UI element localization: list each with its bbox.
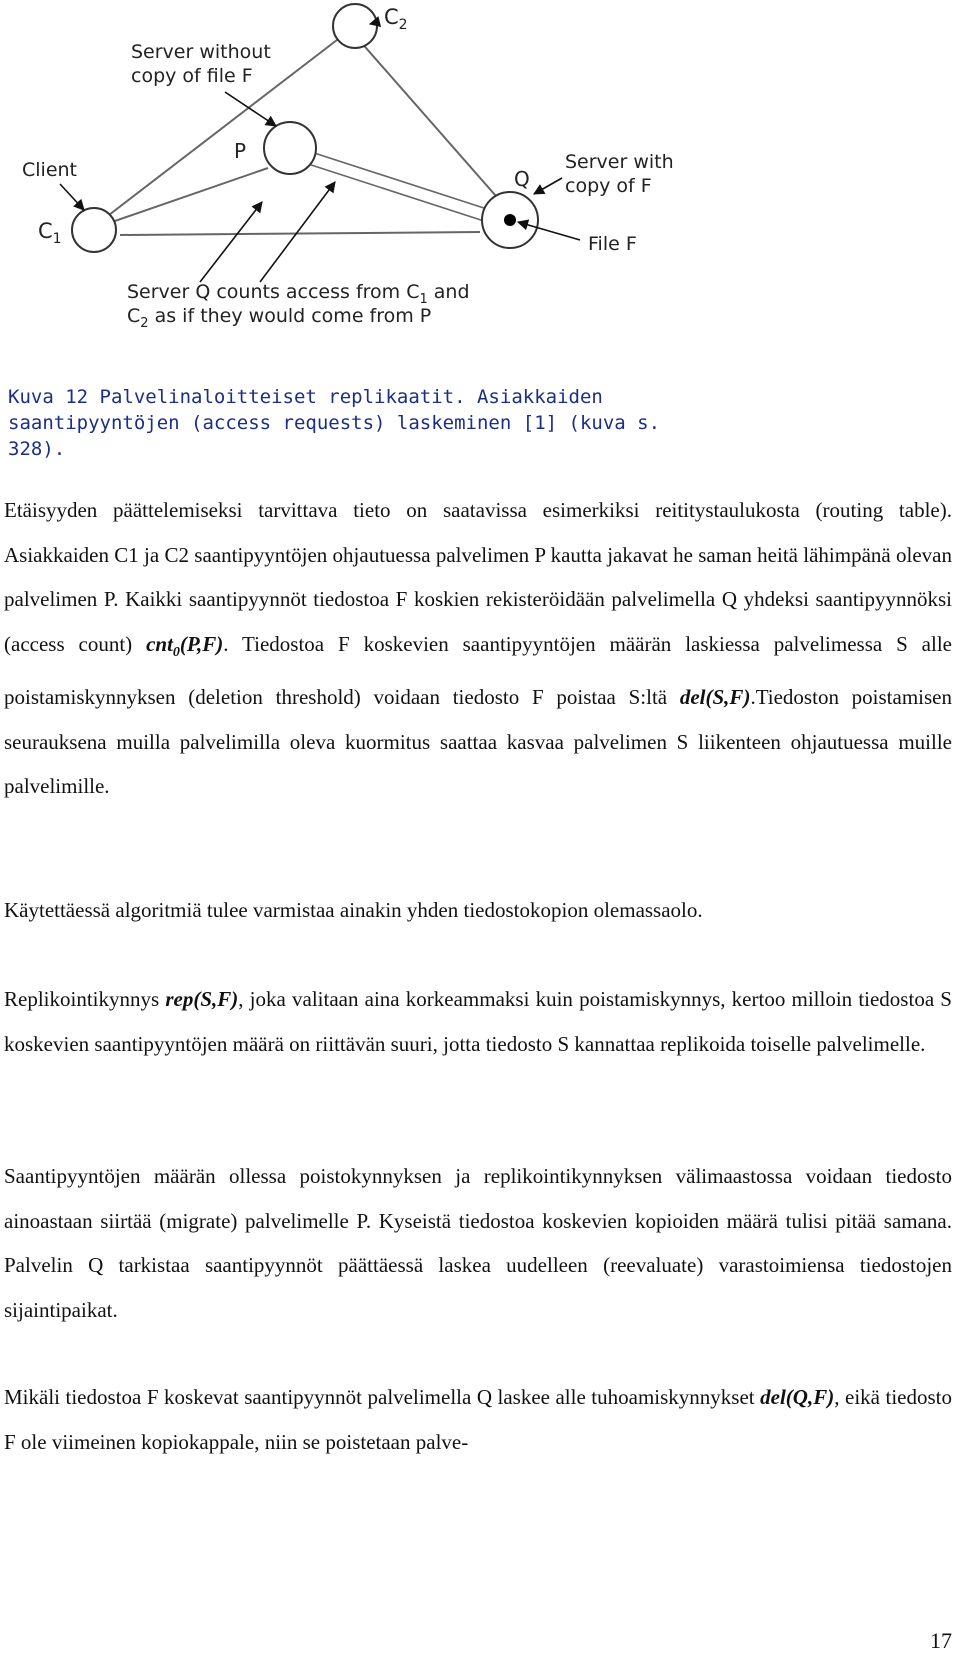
- node-c2: [333, 4, 377, 48]
- del-qf-term: del(Q,F): [760, 1385, 835, 1409]
- paragraph-1-text-a: Etäisyyden päättelemiseksi tarvittava tieto on saatavissa esimerkiksi reititystaulukosta (routing table). Asiakkaiden C1 ja C2 saantipyyntöjen ohjautuessa palvelimen P kautta jakavat he saman heitä lähimpänä olevan palvelimen P. Kaikki saantipyynnöt tiedostoa F koskien rekisteröidään palvelimella Q yhdeksi saantipyynnöksi (access count): [4, 498, 952, 656]
- line-c1-q-bottom: [120, 232, 480, 235]
- paragraph-5-text-a: Mikäli tiedostoa F koskevat saantipyynnöt palvelimella Q laskee alle tuhoamiskynnykset: [4, 1385, 761, 1409]
- arrow-to-q: [534, 178, 562, 194]
- label-note-1: Server Q counts access from $C_1$ and: [127, 281, 470, 307]
- arrow-note-1: [200, 202, 262, 282]
- paragraph-3-text-b: , joka valitaan aina korkeammaksi kuin poistamiskynnys, kertoo milloin tiedostoa S koskevien saantipyyntöjen määrä on riittävän suuri, jotta tiedosto S kannattaa replikoida toiselle palvelimelle.: [4, 987, 952, 1056]
- paragraph-3: [4, 977, 952, 1066]
- paragraph-2: Käytettäessä algoritmiä tulee varmistaa ainakin yhden tiedostokopion olemassaolo.: [4, 898, 703, 922]
- label-c1: $C_1$: [38, 219, 62, 247]
- del-sf-term: del(S,F): [679, 685, 751, 710]
- label-note-2: $C_2$ as if they would come from P: [127, 305, 432, 331]
- line-c2-q: [352, 32, 510, 212]
- arrow-to-c1: [60, 184, 84, 210]
- label-server-with-1: Server with: [565, 151, 674, 173]
- paragraph-1: [4, 488, 952, 809]
- paragraph-1-text-c: .Tiedoston poistamisen seurauksena muilla palvelimilla oleva kuormitus saattaa kasvaa palvelimen S liikenteen ohjautuessa muille palvelimille.: [4, 685, 953, 799]
- paragraph-5-text-b: , eikä tiedosto F ole viimeinen kopiokappale, niin se poistetaan palve-: [4, 1385, 952, 1454]
- paragraph-1-text-b: . Tiedostoa F koskevien saantipyyntöjen määrän laskiessa palvelimessa S alle poistamiskynnyksen (deletion threshold) voidaan tiedosto F poistaa S:ltä: [4, 631, 952, 710]
- label-file-f: File F: [588, 233, 637, 255]
- paragraph-4: Saantipyyntöjen määrän ollessa poistokynnyksen ja replikointikynnyksen välimaastossa voidaan tiedosto ainoastaan siirtää (migrate) palvelimelle P. Kyseistä tiedostoa koskevien kopioiden määrä tulisi pitää samana. Palvelin Q tarkistaa saantipyynnöt päättäessä laskea uudelleen (reevaluate) varastoimiensa tiedostojen sijaintipaikat.: [4, 1164, 952, 1322]
- label-c2: $C_2$: [384, 5, 408, 33]
- paragraph-3-text-a: Replikointikynnys: [4, 987, 166, 1011]
- cnt-term: cnt$_0$(P,F): [146, 631, 224, 660]
- file-f-dot: [504, 214, 516, 226]
- paragraph-5: [4, 1375, 952, 1464]
- figure-caption: Kuva 12 Palvelinaloitteiset replikaatit. Asiakkaiden saantipyyntöjen (access requests) laskeminen [1] (kuva s. 328).: [8, 386, 661, 460]
- arrow-note-2: [260, 182, 335, 282]
- page-number: 17: [930, 1628, 952, 1653]
- label-server-without-1: Server without: [131, 41, 271, 63]
- double-line-p-q: [302, 150, 490, 222]
- label-q: Q: [514, 167, 530, 191]
- node-c1: [72, 208, 116, 252]
- label-p: P: [234, 139, 247, 163]
- node-p: [264, 122, 316, 174]
- label-server-without-2: copy of file F: [131, 65, 253, 87]
- label-client: Client: [22, 159, 78, 181]
- rep-term: rep(S,F): [165, 987, 239, 1011]
- label-server-with-2: copy of F: [565, 175, 652, 197]
